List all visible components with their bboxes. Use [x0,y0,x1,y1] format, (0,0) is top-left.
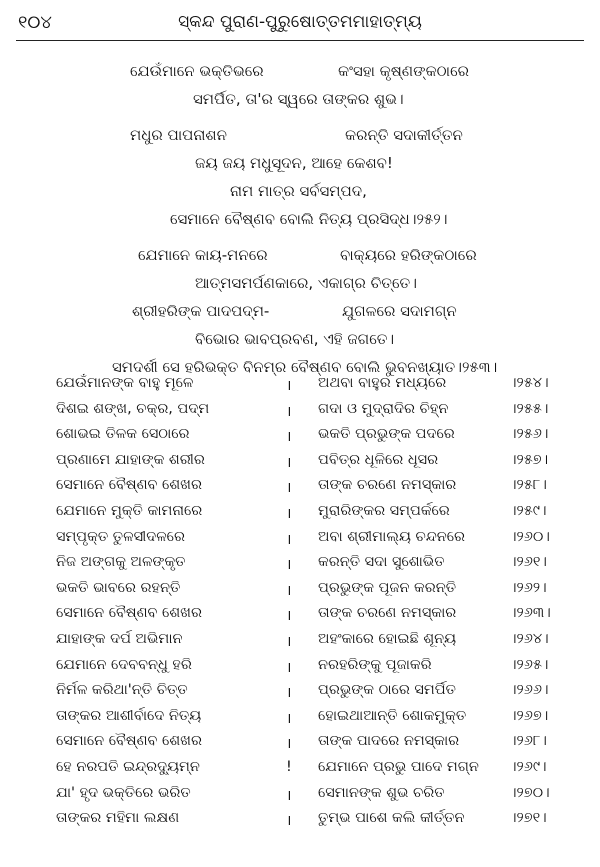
verse-table [0,372,600,833]
verse-number: ।୨୬୦। [510,528,550,545]
poem-line-left: ଯେମାନେ କାୟ-ମନରେ [138,246,268,264]
poem-line [0,178,600,206]
poem-line [0,86,600,114]
poem-section [0,58,600,382]
verse-right: ତାଙ୍କ ପାଦରେ ନମସ୍କାର [318,733,460,750]
verse-right: ଅହଂକାରେ ହୋଇଛି ଶୂନ୍ୟ [318,630,457,647]
poem-line-text: ସମଦର୍ଶୀ ସେ ହରିଭକ୍ତ ବିନମ୍ର ବୈଷ୍ଣବ ବୋଲି ଭୁବନଖ୍ୟାତ।୨୫୩। [112,358,498,376]
poem-line-right: ଯୁଗଳରେ ସଦାମଗ୍ନ [342,302,457,320]
poem-line-right: କରନ୍ତି ସଦାକୀର୍ତ୍ତନ [345,126,463,144]
verse-left: ଯେଉଁମାନଙ୍କ ବାହୁ ମୂଳେ [56,375,194,391]
verse-separator: । [286,557,292,574]
poem-line [0,150,600,178]
verse-number: ।୨୬୬। [510,682,549,699]
poem-line [0,298,600,326]
poem-line-text: ସମର୍ପିତ, ତା'ର ସ୍ୱରେ ତାଙ୍କର ଶୁଭ। [193,90,404,108]
verse-row [0,449,600,475]
verse-right: ସେମାନଙ୍କ ଶୁଭ ଚରିତ [318,784,445,801]
verse-number: ।୨୬୫। [510,656,549,673]
verse-left: ଦିଶଇ ଶଙ୍ଖ, ଚକ୍ର, ପଦ୍ମ [56,400,210,417]
poem-line-text: ଜୟ ଜୟ ମଧୁସୂଦନ, ଆହେ କେଶବ! [195,154,393,172]
verse-number: ।୨୭୧। [510,810,547,827]
verse-row [0,807,600,833]
verse-separator: । [286,429,292,446]
verse-left: ସମ୍ପୃକ୍ତ ତୁଳସୀଦଳରେ [56,528,185,545]
verse-separator: । [286,582,292,599]
verse-number: ।୨୫୫। [510,400,549,417]
poem-line [0,270,600,298]
verse-left: ନିଜ ଅଙ୍ଗକୁ ଅଳଙ୍କୃତ [56,554,186,571]
poem-line [0,58,600,86]
verse-separator: । [286,659,292,676]
verse-number: ।୨୬୮। [510,733,547,750]
verse-left: ଶୋଭଇ ତିଳକ ସେଠାରେ [56,426,190,443]
verse-right: ଅଥବା ବାହୁର ମଧ୍ୟରେ [318,375,447,391]
verse-separator: । [286,633,292,650]
verse-row [0,500,600,526]
verse-number: ।୨୬୪। [510,630,549,647]
verse-right: ତାଙ୍କ ଚରଣେ ନମସ୍କାର [318,477,457,494]
verse-left: ନିର୍ମଳ କରିଥା'ନ୍ତି ଚିତ୍ତ [56,682,188,699]
verse-number: ।୨୫୭। [510,451,549,468]
verse-right: ଗଦା ଓ ମୁଦ୍ରାଦିର ଚିହ୍ନ [318,400,449,417]
verse-left: ସେମାନେ ବୈଷ୍ଣବ ଶେଖର [56,605,202,622]
verse-right: ଭକତି ପ୍ରଭୁଙ୍କ ପଦରେ [318,426,455,443]
verse-left: ଯାହାଙ୍କ ଦର୍ପ ଅଭିମାନ [56,630,183,647]
poem-line-text: ସେମାନେ ବୈଷ୍ଣବ ବୋଲି ନିତ୍ୟ ପ୍ରସିଦ୍ଧ।୨୫୨। [170,210,448,228]
verse-row [0,679,600,705]
verse-left: ସେମାନେ ବୈଷ୍ଣବ ଶେଖର [56,477,202,494]
verse-right: ହୋଇଥାଆନ୍ତି ଶୋକମୁକ୍ତ [318,707,467,724]
verse-row [0,628,600,654]
verse-right: ପବିତ୍ର ଧୂଳିରେ ଧୂସର [318,451,439,468]
poem-line-text: ନାମ ମାତ୍ର ସର୍ବସମ୍ପଦ, [230,182,367,200]
verse-number: ।୨୬୨। [510,579,547,596]
poem-line [0,122,600,150]
verse-separator: । [286,505,292,522]
poem-line-right: ବାକ୍ୟରେ ହରିଙ୍କଠାରେ [340,246,477,264]
verse-left: ତାଙ୍କର ଆଶୀର୍ବାଦେ ନିତ୍ୟ [56,707,202,724]
verse-left: ପ୍ରଣାମେ ଯାହାଙ୍କ ଶରୀର [56,451,205,468]
verse-right: କରନ୍ତି ସଦା ସୁଶୋଭିତ [318,554,445,571]
header-rule [16,40,584,41]
verse-row [0,705,600,731]
verse-number: ।୨୬୯। [510,758,547,775]
verse-row [0,730,600,756]
poem-line-text: ବିଭୋର ଭାବପ୍ରବଣ, ଏହି ଜଗତେ। [195,330,395,348]
verse-separator: । [286,454,292,471]
verse-right: ନରହରିଙ୍କୁ ପୂଜାକରି [318,656,432,673]
page-number: ୧୦୪ [18,12,52,33]
verse-left: ତାଙ୍କର ମହିମା ଲକ୍ଷଣ [56,810,180,827]
verse-separator: । [286,531,292,548]
verse-row [0,782,600,808]
verse-right: ପ୍ରଭୁଙ୍କ ପୂଜନ କରନ୍ତି [318,579,457,596]
verse-separator: । [286,736,292,753]
verse-left: ଯା' ହୃଦ ଭକ୍ତିରେ ଭରିତ [56,784,191,801]
verse-number: ।୨୬୧। [510,554,547,571]
verse-separator: । [286,608,292,625]
verse-row [0,602,600,628]
verse-number: ।୨୫୪। [510,375,549,391]
verse-left: ଯେମାନେ ଦେବବନ୍ଧୁ ହରି [56,656,192,673]
verse-separator: । [286,685,292,702]
verse-separator: । [286,710,292,727]
running-title: ସ୍କନ୍ଦ ପୁରାଣ-ପୁରୁଷୋତ୍ତମମାହାତ୍ମ୍ୟ [178,12,422,32]
verse-row [0,526,600,552]
verse-right: ଯେମାନେ ପ୍ରଭୁ ପାଦେ ମଗ୍ନ [318,758,479,775]
verse-row [0,398,600,424]
verse-row [0,654,600,680]
verse-separator: । [286,403,292,420]
poem-line [0,326,600,354]
poem-line-left: ମଧୁର ପାପନାଶନ [130,126,227,144]
verse-row [0,577,600,603]
verse-separator: । [286,480,292,497]
verse-left: ଭକତି ଭାବରେ ରହନ୍ତି [56,579,181,596]
verse-left: ସେମାନେ ବୈଷ୍ଣବ ଶେଖର [56,733,202,750]
page-header [18,8,582,38]
verse-right: ଅବା ଶ୍ରୀମାଲ୍ୟ ଚନ୍ଦନରେ [318,528,466,545]
verse-number: ।୨୬୭। [510,707,549,724]
poem-line-text: ଆତ୍ମସମର୍ପଣକାରେ, ଏକାଗ୍ର ଚିତ୍ତେ। [195,274,417,292]
verse-left: ଯେମାନେ ମୁକ୍ତି କାମନାରେ [56,502,203,519]
verse-separator: ! [286,758,292,775]
verse-right: ମୁରାରିଙ୍କର ସମ୍ପର୍କରେ [318,502,450,519]
poem-line-right: କଂସହା କୃଷ୍ଣଙ୍କଠାରେ [338,62,469,80]
verse-row [0,756,600,782]
verse-number: ।୨୫୬। [510,426,549,443]
verse-row [0,551,600,577]
verse-number: ।୨୫୯। [510,502,547,519]
verse-right: ତୁମ୍ଭ ପାଶେ କଲି କୀର୍ତ୍ତନ [318,810,465,827]
verse-row [0,474,600,500]
verse-separator: । [286,378,292,394]
poem-line-left: ଶ୍ରୀହରିଙ୍କ ପାଦପଦ୍ମ- [132,302,270,320]
verse-separator: । [286,787,292,804]
verse-right: ତାଙ୍କ ଚରଣେ ନମସ୍କାର [318,605,457,622]
poem-line [0,206,600,234]
verse-separator: । [286,813,292,830]
verse-number: ।୨୫୮। [510,477,547,494]
poem-line [0,242,600,270]
poem-line-left: ଯେଉଁମାନେ ଭକ୍ତିଭରେ [130,62,264,80]
verse-number: ।୨୬୩। [510,605,551,622]
verse-right: ପ୍ରଭୁଙ୍କ ଠାରେ ସମର୍ପିତ [318,682,456,699]
verse-row [0,423,600,449]
verse-row [0,372,600,398]
verse-left: ହେ ନରପତି ଇନ୍ଦ୍ରଦ୍ୟୁମ୍ନ [56,758,200,775]
verse-number: ।୨୭୦। [510,784,550,801]
